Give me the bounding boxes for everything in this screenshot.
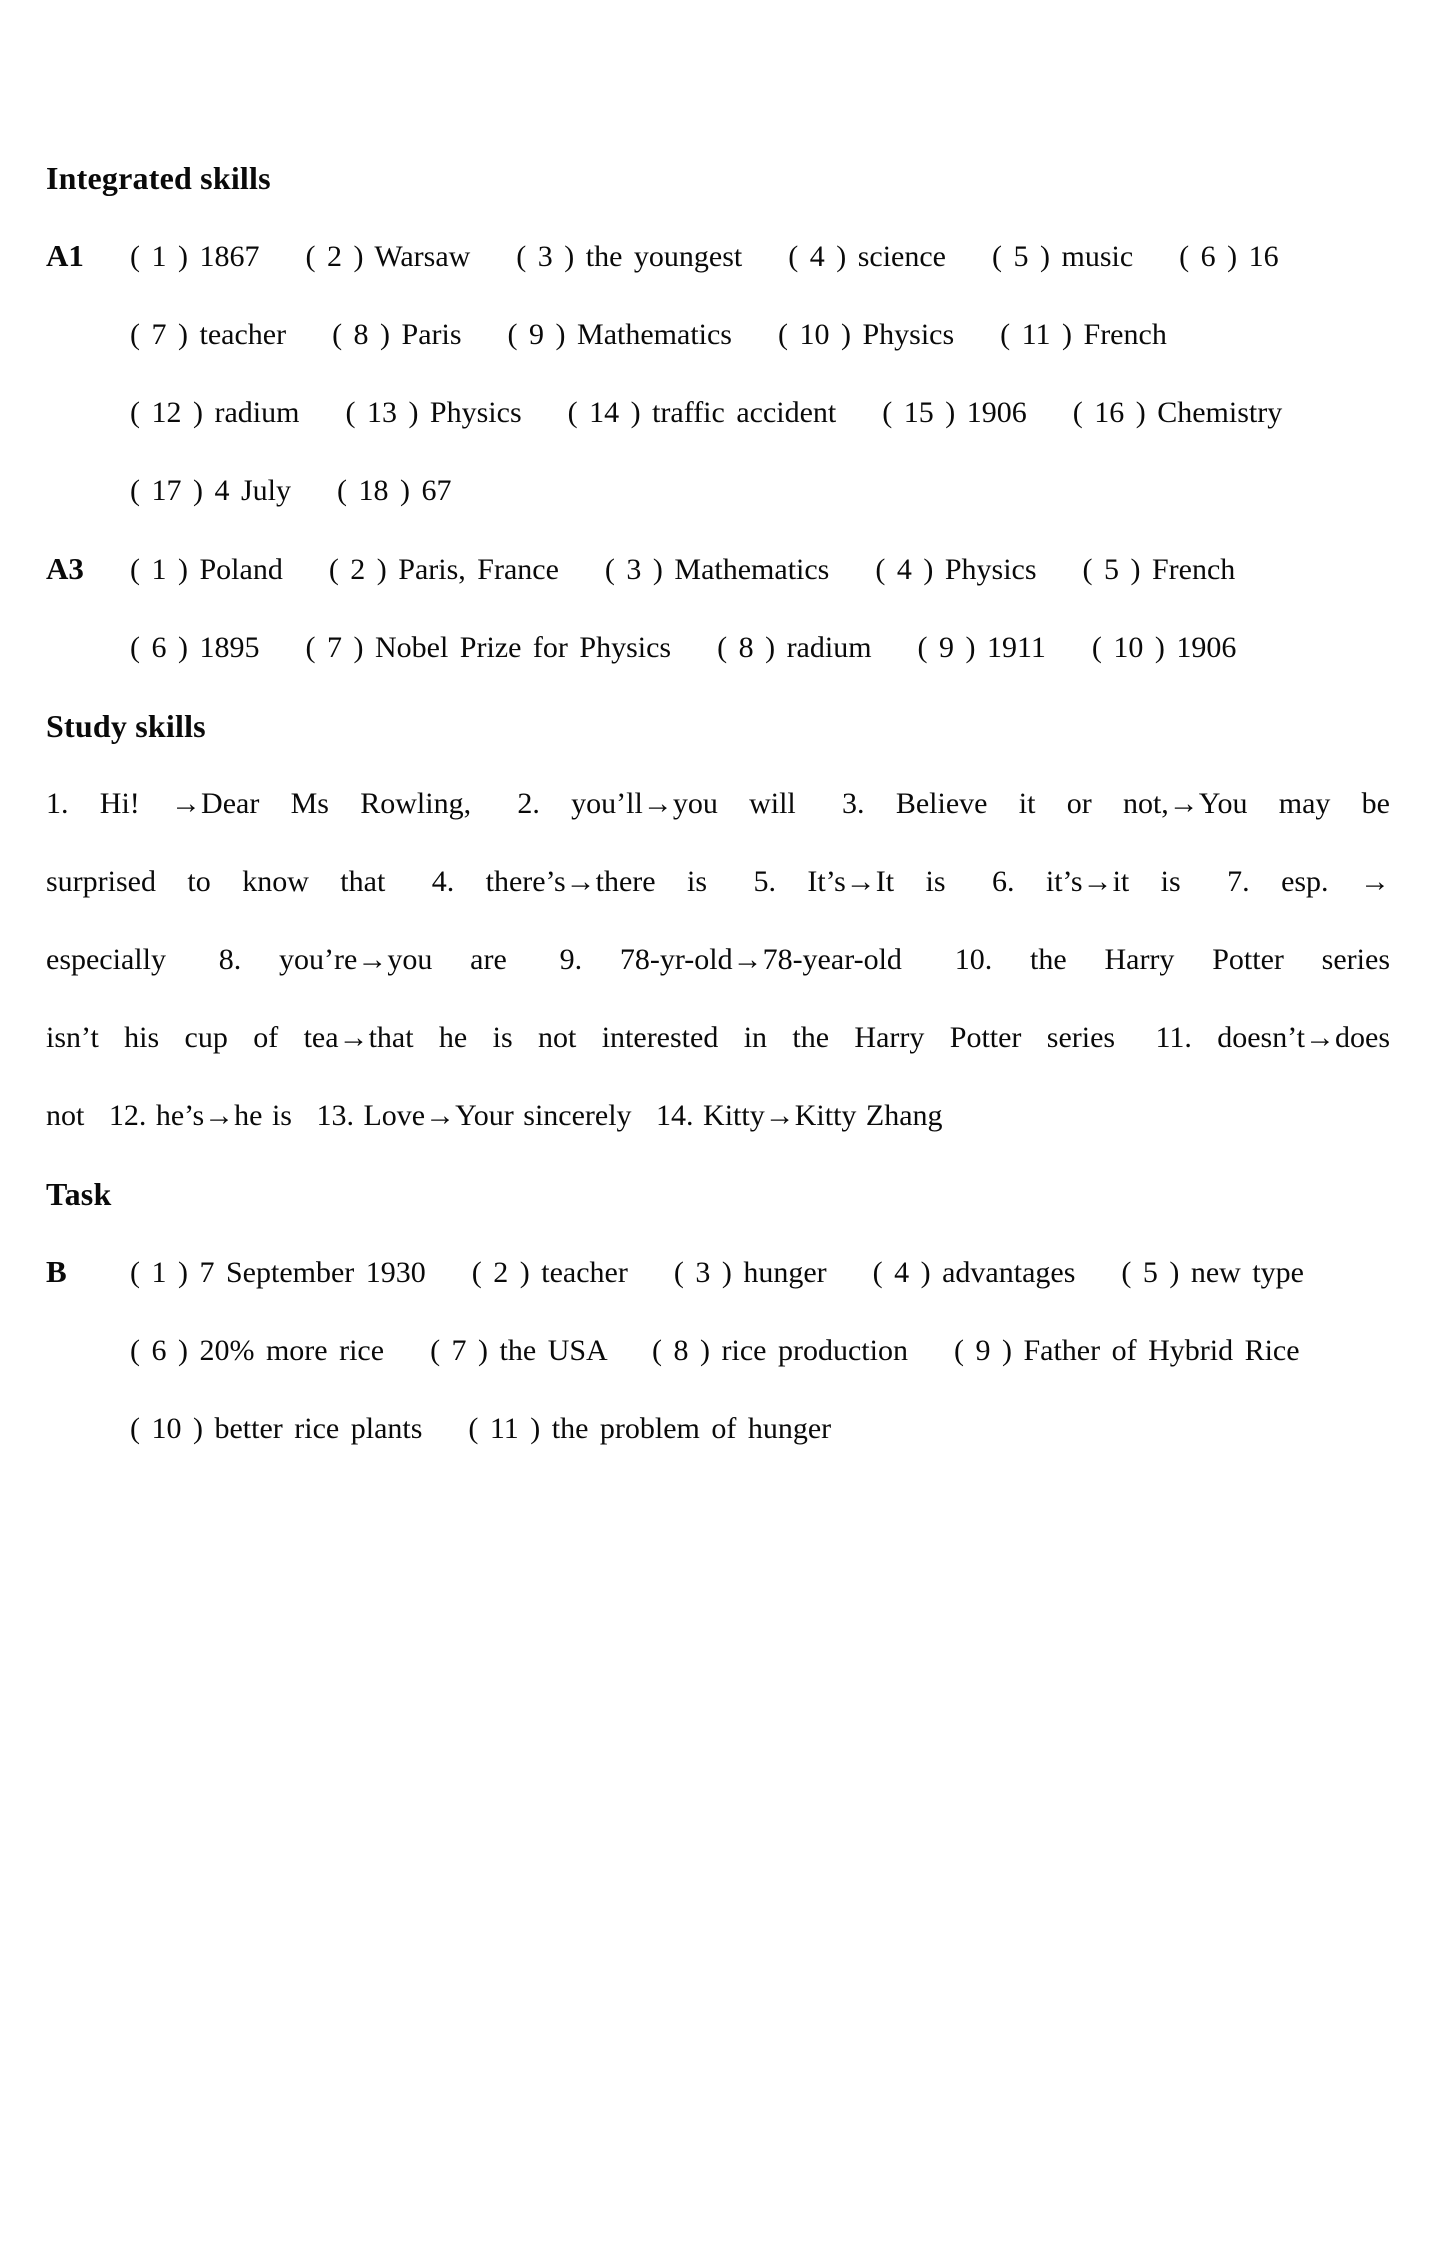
answer-row bbox=[46, 374, 1390, 452]
answer-row bbox=[46, 296, 1390, 374]
answer-row bbox=[46, 1233, 1390, 1312]
paragraph-line: especially 8. you’re→you are 9. 78-yr-old→78-year-old 10. the Harry Potter series bbox=[46, 943, 1390, 976]
paragraph-line: surprised to know that 4. there’s→there is 5. It’s→It is 6. it’s→it is 7. esp. → bbox=[46, 865, 1390, 898]
answer-label-a1: A1 bbox=[46, 238, 84, 273]
answer-line: ( 17 ) 4 July ( 18 ) 67 bbox=[130, 474, 452, 507]
section-heading-task: Task bbox=[46, 1176, 112, 1212]
paragraph-line: 1. Hi! →Dear Ms Rowling, 2. you’ll→you will 3. Believe it or not,→You may be bbox=[46, 787, 1390, 820]
answer-label-a3: A3 bbox=[46, 551, 84, 586]
answer-row bbox=[46, 1390, 1390, 1468]
answer-line: ( 1 ) Poland ( 2 ) Paris, France ( 3 ) Mathematics ( 4 ) Physics ( 5 ) French bbox=[130, 553, 1236, 586]
answer-line: ( 10 ) better rice plants ( 11 ) the problem of hunger bbox=[130, 1412, 832, 1445]
answer-line: ( 7 ) teacher ( 8 ) Paris ( 9 ) Mathematics ( 10 ) Physics ( 11 ) French bbox=[130, 318, 1167, 351]
answer-line: ( 1 ) 7 September 1930 ( 2 ) teacher ( 3 ) hunger ( 4 ) advantages ( 5 ) new type bbox=[130, 1256, 1304, 1289]
answer-line: ( 12 ) radium ( 13 ) Physics ( 14 ) traffic accident ( 15 ) 1906 ( 16 ) Chemistry bbox=[130, 396, 1283, 429]
answer-block-a1 bbox=[46, 217, 1390, 530]
answer-row bbox=[46, 452, 1390, 530]
answer-row bbox=[46, 1312, 1390, 1390]
page-content bbox=[46, 139, 1390, 1468]
study-skills-paragraph bbox=[46, 765, 1390, 1155]
answer-row bbox=[46, 609, 1390, 687]
answer-row bbox=[46, 217, 1390, 296]
section-heading-study-skills: Study skills bbox=[46, 708, 206, 744]
answer-block-a3 bbox=[46, 530, 1390, 687]
answer-block-b bbox=[46, 1233, 1390, 1468]
answer-line: ( 6 ) 20% more rice ( 7 ) the USA ( 8 ) rice production ( 9 ) Father of Hybrid Rice bbox=[130, 1334, 1300, 1367]
paragraph-line: isn’t his cup of tea→that he is not interested in the Harry Potter series 11. doesn’t→does bbox=[46, 1021, 1390, 1054]
answer-label-b: B bbox=[46, 1254, 67, 1289]
section-heading-integrated-skills: Integrated skills bbox=[46, 160, 271, 196]
answer-row bbox=[46, 530, 1390, 609]
paragraph-line: not 12. he’s→he is 13. Love→Your sincerely 14. Kitty→Kitty Zhang bbox=[46, 1099, 943, 1132]
answer-line: ( 6 ) 1895 ( 7 ) Nobel Prize for Physics ( 8 ) radium ( 9 ) 1911 ( 10 ) 1906 bbox=[130, 631, 1237, 664]
answer-line: ( 1 ) 1867 ( 2 ) Warsaw ( 3 ) the youngest ( 4 ) science ( 5 ) music ( 6 ) 16 bbox=[130, 240, 1279, 273]
